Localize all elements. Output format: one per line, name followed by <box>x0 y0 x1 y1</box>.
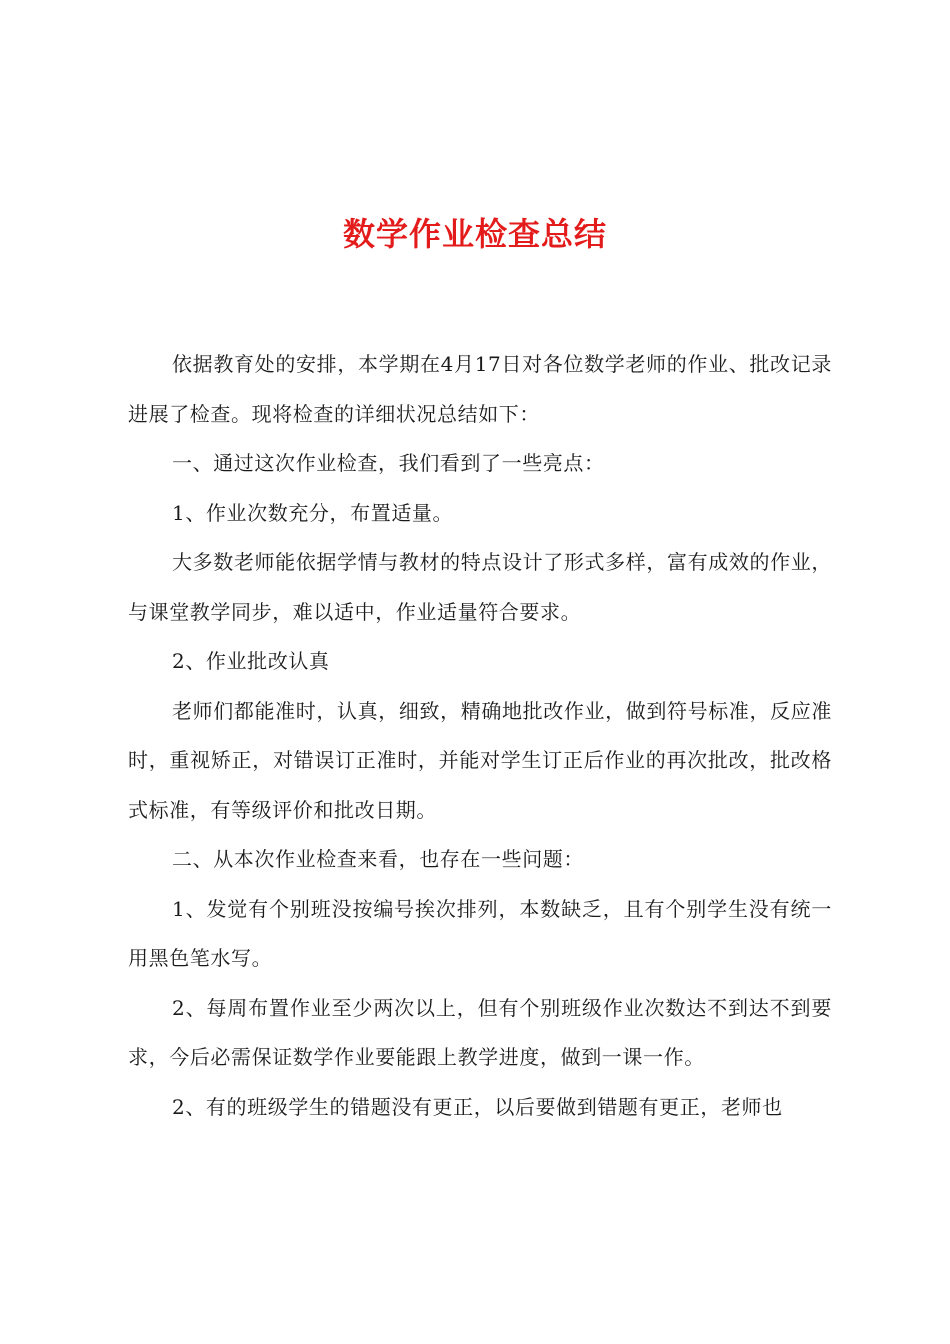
item-homework-frequency: 1、作业次数充分，布置适量。 <box>172 500 454 525</box>
paragraph-grading-detail: 老师们都能准时，认真，细致，精确地批改作业，做到符号标准，反应准时，重视矫正，对错误订正准时，并能对学生订正后作业的再次批改，批改格式标准，有等级评价和批改日期。 <box>128 698 832 822</box>
heading-problems: 二、从本次作业检查来看，也存在一些问题： <box>172 847 584 871</box>
heading-highlights: 一、通过这次作业检查，我们看到了一些亮点： <box>172 451 605 475</box>
document-title: 数学作业检查总结 <box>342 215 607 253</box>
item-grading-careful: 2、作业批改认真 <box>172 649 330 673</box>
item-problem-frequency: 2、每周布置作业至少两次以上，但有个别班级作业次数达不到达不到要求，今后必需保证数学作业要能跟上教学进度，做到一课一作。 <box>128 995 832 1069</box>
paragraph-homework-design: 大多数老师能依据学情与教材的特点设计了形式多样，富有成效的作业，与课堂教学同步，难以适中，作业适量符合要求。 <box>128 550 832 624</box>
document-body <box>128 340 832 1132</box>
paragraph-intro: 依据教育处的安排，本学期在4月17日对各位数学老师的作业、批改记录进展了检查。现将检查的详细状况总结如下： <box>128 352 832 426</box>
item-problem-corrections: 2、有的班级学生的错题没有更正，以后要做到错题有更正，老师也 <box>172 1094 783 1119</box>
item-problem-ordering: 1、发觉有个别班没按编号挨次排列，本数缺乏，且有个别学生没有统一用黑色笔水写。 <box>128 896 832 970</box>
